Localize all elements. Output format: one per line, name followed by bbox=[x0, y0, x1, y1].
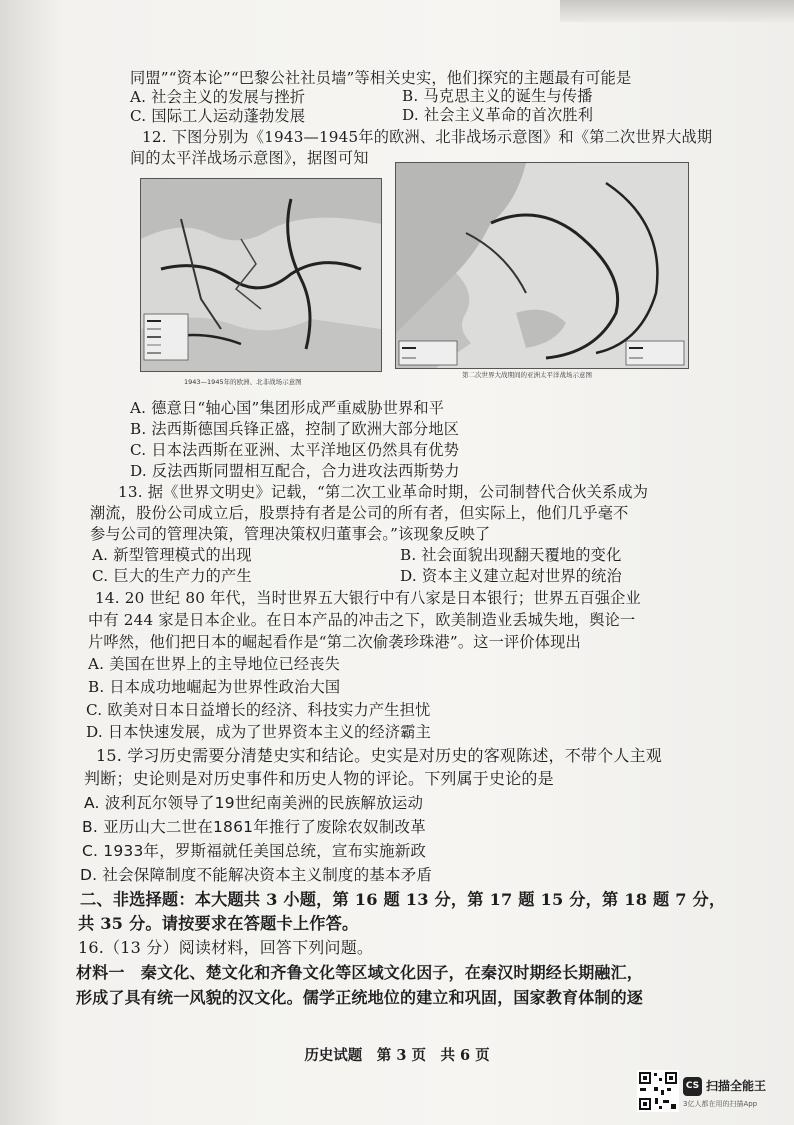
material-one: 材料一 秦文化、楚文化和齐鲁文化等区域文化因子，在秦汉时期经长期融汇， bbox=[76, 963, 644, 982]
option-c: C. 欧美对日本日益增长的经济、科技实力产生担忧 bbox=[86, 701, 431, 719]
material-one-cont: 形成了具有统一风貌的汉文化。儒学正统地位的建立和巩固，国家教育体制的逐 bbox=[76, 988, 644, 1007]
question-14-cont: 片哗然，他们把日本的崛起看作是“第二次偷袭珍珠港”。这一评价体现出 bbox=[88, 633, 581, 651]
question-13-cont: 潮流，股份公司成立后，股票持有者是公司的所有者，但实际上，他们几乎毫不 bbox=[90, 504, 629, 522]
option-d: D. 社会保障制度不能解决资本主义制度的基本矛盾 bbox=[80, 866, 433, 884]
camscanner-tagline: 3亿人都在用的扫描App bbox=[683, 1100, 758, 1108]
option-b: B. 马克思主义的诞生与传播 bbox=[402, 87, 593, 105]
europe-map-caption: 1943—1945年的欧洲、北非战场示意图 bbox=[184, 378, 302, 386]
question-13: 13. 据《世界文明史》记载，“第二次工业革命时期，公司制替代合伙关系成为 bbox=[118, 483, 649, 501]
page-edge-shadow bbox=[560, 0, 794, 22]
option-a: A. 新型管理模式的出现 bbox=[92, 546, 252, 564]
page-footer: 历史试题 第 3 页 共 6 页 bbox=[304, 1047, 490, 1064]
option-c: C. 国际工人运动蓬勃发展 bbox=[130, 107, 306, 125]
pacific-map-drawing bbox=[396, 163, 688, 368]
option-d: D. 资本主义建立起对世界的统治 bbox=[400, 567, 622, 585]
option-d: D. 社会主义革命的首次胜利 bbox=[402, 106, 594, 124]
question-12-cont: 间的太平洋战场示意图》，据图可知 bbox=[130, 149, 369, 167]
option-b: B. 社会面貌出现翻天覆地的变化 bbox=[400, 546, 622, 564]
qr-code-pattern bbox=[637, 1070, 679, 1112]
pacific-map-caption: 第二次世界大战期间的亚洲太平洋战场示意图 bbox=[462, 371, 592, 379]
question-14-cont: 中有 244 家是日本企业。在日本产品的冲击之下，欧美制造业丢城失地，舆论一 bbox=[88, 611, 636, 629]
question-13-cont: 参与公司的管理决策，管理决策权归董事会。”该现象反映了 bbox=[90, 525, 491, 543]
europe-map-drawing bbox=[141, 179, 381, 371]
section-heading: 二、非选择题：本大题共 3 小题，第 16 题 13 分，第 17 题 15 分，第 18 题 7 分， bbox=[80, 890, 726, 909]
option-d: D. 反法西斯同盟相互配合，合力进攻法西斯势力 bbox=[130, 462, 460, 480]
section-heading-cont: 共 35 分。请按要求在答题卡上作答。 bbox=[78, 914, 359, 933]
text-line: 同盟”“资本论”“巴黎公社社员墙”等相关史实，他们探究的主题最有可能是 bbox=[130, 69, 632, 87]
pacific-war-map bbox=[395, 162, 689, 369]
option-a: A. 美国在世界上的主导地位已经丧失 bbox=[88, 655, 341, 673]
option-a: A. 社会主义的发展与挫折 bbox=[130, 88, 306, 106]
camscanner-name: 扫描全能王 bbox=[706, 1079, 767, 1093]
question-15: 15. 学习历史需要分清楚史实和结论。史实是对历史的客观陈述，不带个人主观 bbox=[96, 746, 662, 765]
question-15-cont: 判断；史论则是对历史事件和历史人物的评论。下列属于史论的是 bbox=[84, 769, 554, 788]
option-c: C. 1933年，罗斯福就任美国总统，宣布实施新政 bbox=[82, 842, 427, 860]
qr-code bbox=[637, 1070, 679, 1112]
option-b: B. 日本成功地崛起为世界性政治大国 bbox=[88, 678, 341, 696]
option-b: B. 法西斯德国兵锋正盛，控制了欧洲大部分地区 bbox=[130, 420, 460, 438]
option-c: C. 巨大的生产力的产生 bbox=[92, 567, 252, 585]
question-16: 16.（13 分）阅读材料，回答下列问题。 bbox=[78, 938, 374, 957]
option-d: D. 日本快速发展，成为了世界资本主义的经济霸主 bbox=[86, 723, 432, 741]
option-b: B. 亚历山大二世在1861年推行了废除农奴制改革 bbox=[82, 818, 426, 836]
option-a: A. 波利瓦尔领导了19世纪南美洲的民族解放运动 bbox=[84, 794, 424, 812]
europe-war-map bbox=[140, 178, 382, 372]
camscanner-logo: CS bbox=[683, 1077, 702, 1096]
option-c: C. 日本法西斯在亚洲、太平洋地区仍然具有优势 bbox=[130, 441, 460, 459]
question-14: 14. 20 世纪 80 年代，当时世界五大银行中有八家是日本银行；世界五百强企业 bbox=[95, 589, 641, 607]
question-12: 12. 下图分别为《1943—1945年的欧洲、北非战场示意图》和《第二次世界大战期 bbox=[142, 128, 713, 146]
option-a: A. 德意日“轴心国”集团形成严重威胁世界和平 bbox=[130, 399, 445, 417]
